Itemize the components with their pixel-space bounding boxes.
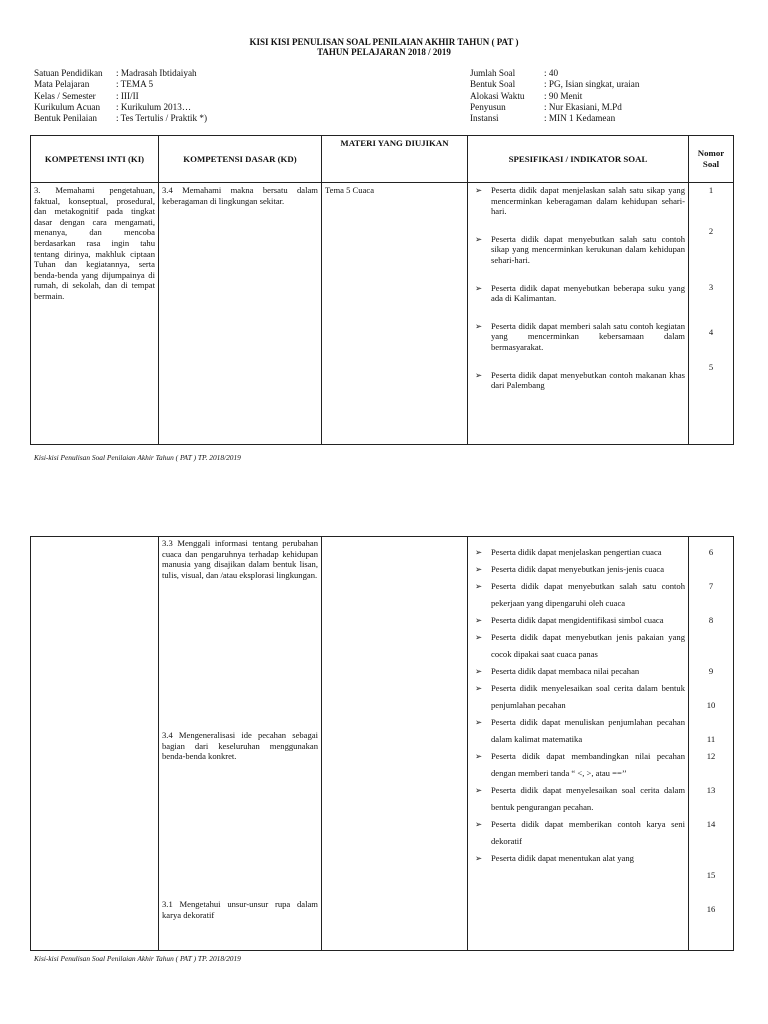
arrow-bullet-icon: ➢ <box>475 615 483 625</box>
kd-3-4: 3.4 Mengeneralisasi ide pecahan sebagai bagian dari keseluruhan menggunakan benda-benda konkret. <box>162 730 318 762</box>
info-value: : 40 <box>544 68 559 78</box>
indicator-list <box>471 544 685 867</box>
arrow-bullet-icon: ➢ <box>475 369 483 380</box>
arrow-bullet-icon: ➢ <box>475 233 483 244</box>
indicator-text: Peserta didik dapat membaca nilai pecahan <box>491 666 640 676</box>
info-row <box>34 113 207 124</box>
list-item <box>471 561 685 578</box>
list-item <box>471 816 685 850</box>
ki-cell: 3. Memahami pengetahuan, faktual, konseptual, prosedural, dan metakognitif pada tingkat dasar dengan cara mengamati, menanya, dan mencoba berdasarkan rasa ingin tahu tentang dirinya, makhluk ciptaan Tuhan dan kegiatannya, serta benda-benda yang dijumpainya di rumah, di sekolah, dan di tempat bermain. <box>31 183 159 445</box>
list-item <box>471 850 685 867</box>
nomor-cell <box>689 537 734 951</box>
nomor-soal: 15 <box>706 870 716 880</box>
header-spesifikasi: SPESIFIKASI / INDIKATOR SOAL <box>468 136 689 183</box>
indicator-text: Peserta didik dapat membandingkan nilai pecahan dengan memberi tanda “ <, >, atau ==’’ <box>491 751 685 778</box>
indicator-text: Peserta didik dapat menyelesaikan soal cerita dalam bentuk pengurangan pecahan. <box>491 785 685 812</box>
nomor-soal: 2 <box>708 226 714 236</box>
info-row <box>470 91 639 102</box>
info-label: Instansi <box>470 113 499 124</box>
arrow-bullet-icon: ➢ <box>475 853 483 863</box>
info-value: : Tes Tertulis / Praktik *) <box>116 113 208 124</box>
list-item <box>471 629 685 663</box>
nomor-soal: 3 <box>708 282 714 292</box>
indicator-text: Peserta didik dapat memberi salah satu contoh kegiatan yang mencerminkan kebersamaan dalam bermasyarakat. <box>491 320 685 352</box>
info-label: Bentuk Penilaian <box>34 113 98 124</box>
arrow-bullet-icon: ➢ <box>475 564 483 574</box>
nomor-soal: 7 <box>708 581 714 591</box>
info-value: : 90 Menit <box>544 90 583 101</box>
list-item <box>471 612 685 629</box>
ki-cell <box>31 537 159 951</box>
indicator-text: Peserta didik dapat menjelaskan pengertian cuaca <box>491 547 662 557</box>
arrow-bullet-icon: ➢ <box>475 819 483 829</box>
indicator-text: Peserta didik dapat menjelaskan salah satu sikap yang mencerminkan keberagaman dalam kehidupan sehari-hari. <box>491 185 685 217</box>
info-right-block <box>470 68 639 124</box>
arrow-bullet-icon: ➢ <box>475 185 483 195</box>
info-label: Penyusun <box>470 101 506 112</box>
info-value: : PG, Isian singkat, uraian <box>544 79 640 90</box>
kisi-table-page1 <box>30 135 734 445</box>
nomor-soal: 14 <box>706 819 716 829</box>
info-label: Alokasi Waktu <box>470 90 525 101</box>
header-kd: KOMPETENSI DASAR (KD) <box>159 136 322 183</box>
indicator-cell <box>468 537 689 951</box>
nomor-soal: 10 <box>706 700 716 710</box>
indicator-text: Peserta didik dapat memberikan contoh karya seni dekoratif <box>491 819 685 846</box>
list-item <box>471 748 685 782</box>
info-value: : III/II <box>116 90 139 101</box>
indicator-text: Peserta didik dapat menyebutkan salah satu contoh pekerjaan yang dipengaruhi oleh cuaca <box>491 581 685 608</box>
arrow-bullet-icon: ➢ <box>475 683 483 693</box>
indicator-text: Peserta didik dapat menyebutkan salah satu contoh sikap yang mencerminkan kerukunan dalam kehidupan sehari-hari. <box>491 233 685 265</box>
info-row <box>470 68 639 79</box>
nomor-soal: 4 <box>708 327 714 337</box>
nomor-soal: 5 <box>708 362 714 372</box>
arrow-bullet-icon: ➢ <box>475 282 483 293</box>
header-nomor: Nomor Soal <box>689 136 734 183</box>
nomor-soal: 12 <box>706 751 716 761</box>
page-footer-2: Kisi-kisi Penulisan Soal Penilaian Akhir Tahun ( PAT ) TP. 2018/2019 <box>34 954 241 963</box>
document-title: KISI KISI PENULISAN SOAL PENILAIAN AKHIR TAHUN ( PAT ) <box>249 37 519 47</box>
list-item <box>471 283 685 304</box>
info-label: Satuan Pendidikan <box>34 68 103 78</box>
table-row <box>31 537 734 951</box>
kd-cell: 3.4 Memahami makna bersatu dalam keberagaman di lingkungan sekitar. <box>159 183 322 445</box>
list-item <box>471 782 685 816</box>
indicator-text: Peserta didik dapat menyebutkan jenis-jenis cuaca <box>491 564 665 574</box>
indicator-text: Peserta didik dapat menyebutkan jenis pakaian yang cocok dipakai saat cuaca panas <box>491 632 685 659</box>
nomor-soal: 1 <box>708 185 714 195</box>
info-row <box>34 79 207 90</box>
header-materi: MATERI YANG DIUJIKAN <box>322 136 468 183</box>
nomor-soal: 11 <box>706 734 716 744</box>
indicator-text: Peserta didik menyelesaikan soal cerita dalam bentuk penjumlahan pecahan <box>491 683 685 710</box>
kd-3-3: 3.3 Menggali informasi tentang perubahan cuaca dan pengaruhnya terhadap kehidupan manusia yang disajikan dalam bentuk lisan, tulis, visual, dan /atau eksplorasi lingkungan. <box>162 538 318 580</box>
info-row <box>34 102 207 113</box>
indicator-text: Peserta didik dapat mengidentifikasi simbol cuaca <box>491 615 664 625</box>
kisi-table-page2 <box>30 536 734 951</box>
list-item <box>471 663 685 680</box>
page-footer-1: Kisi-kisi Penulisan Soal Penilaian Akhir Tahun ( PAT ) TP. 2018/2019 <box>34 453 241 462</box>
indicator-text: Peserta didik dapat menentukan alat yang <box>491 853 634 863</box>
indicator-text: Peserta didik dapat menyebutkan contoh makanan khas dari Palembang <box>491 369 685 391</box>
indicator-text: Peserta didik dapat menuliskan penjumlahan pecahan dalam kalimat matematika <box>491 717 685 744</box>
table-header-row <box>31 136 734 183</box>
indicator-list <box>471 185 685 391</box>
list-item <box>471 321 685 353</box>
info-value: : MIN 1 Kedamean <box>544 113 616 124</box>
materi-cell: Tema 5 Cuaca <box>322 183 468 445</box>
arrow-bullet-icon: ➢ <box>475 717 483 727</box>
info-value: : Nur Ekasiani, M.Pd <box>544 101 622 112</box>
list-item <box>471 234 685 266</box>
arrow-bullet-icon: ➢ <box>475 581 483 591</box>
header-ki: KOMPETENSI INTI (KI) <box>31 136 159 183</box>
nomor-soal: 16 <box>706 904 716 914</box>
list-item <box>471 714 685 748</box>
nomor-soal: 6 <box>708 547 714 557</box>
info-value: : TEMA 5 <box>116 79 154 90</box>
nomor-soal: 13 <box>706 785 716 795</box>
info-row <box>470 113 639 124</box>
info-value: : Madrasah Ibtidaiyah <box>116 68 197 78</box>
info-left-block <box>34 68 207 124</box>
info-row <box>470 102 639 113</box>
info-row <box>34 91 207 102</box>
materi-cell <box>322 537 468 951</box>
info-row <box>34 68 207 79</box>
arrow-bullet-icon: ➢ <box>475 632 483 642</box>
info-row <box>470 79 639 90</box>
arrow-bullet-icon: ➢ <box>475 666 483 676</box>
table-row <box>31 183 734 445</box>
arrow-bullet-icon: ➢ <box>475 751 483 761</box>
list-item <box>471 370 685 391</box>
info-value: : Kurikulum 2013… <box>116 101 192 112</box>
nomor-soal: 9 <box>708 666 714 676</box>
info-label: Mata Pelajaran <box>34 79 90 90</box>
info-label: Bentuk Soal <box>470 79 516 90</box>
list-item <box>471 578 685 612</box>
document-subtitle: TAHUN PELAJARAN 2018 / 2019 <box>317 47 451 57</box>
list-item <box>471 680 685 714</box>
info-label: Kelas / Semester <box>34 90 96 101</box>
indicator-text: Peserta didik dapat menyebutkan beberapa suku yang ada di Kalimantan. <box>491 282 685 304</box>
nomor-cell <box>689 183 734 445</box>
arrow-bullet-icon: ➢ <box>475 320 483 331</box>
kd-3-1: 3.1 Mengetahui unsur-unsur rupa dalam karya dekoratif <box>162 899 318 920</box>
list-item <box>471 544 685 561</box>
info-label: Kurikulum Acuan <box>34 101 101 112</box>
list-item <box>471 185 685 217</box>
arrow-bullet-icon: ➢ <box>475 547 483 557</box>
info-label: Jumlah Soal <box>470 68 516 78</box>
kd-cell <box>159 537 322 951</box>
arrow-bullet-icon: ➢ <box>475 785 483 795</box>
nomor-soal: 8 <box>708 615 714 625</box>
indicator-cell <box>468 183 689 445</box>
